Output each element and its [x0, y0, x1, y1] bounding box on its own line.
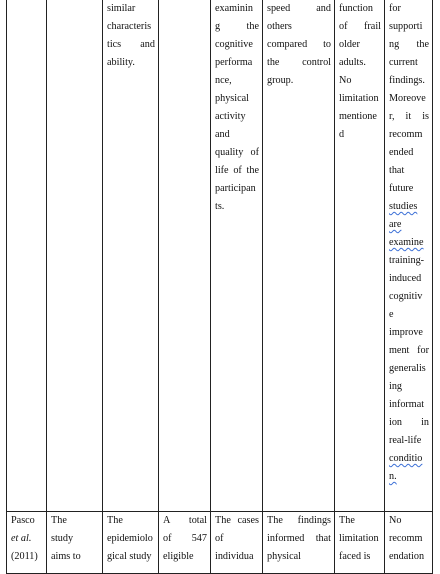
cell-line: informat: [389, 399, 425, 410]
cell-line: r, it is: [389, 111, 429, 122]
cell-limitations: [335, 512, 385, 574]
literature-review-table: [6, 0, 433, 574]
cell-line: findings.: [389, 75, 425, 86]
cell-line: ing: [389, 381, 403, 392]
cell-line: the control: [267, 57, 331, 68]
cell-line: activity: [215, 111, 246, 122]
cell-line: examine: [389, 237, 424, 248]
cell-line: ment for: [389, 345, 429, 356]
cell-line: induced: [389, 273, 422, 284]
cell-line: recomm: [389, 533, 423, 544]
cell-line: future: [389, 183, 414, 194]
cell-line: A total: [163, 515, 207, 526]
cell-line: endation: [389, 551, 425, 562]
cell-line: ion in: [389, 417, 429, 428]
cell-line: of 547: [163, 533, 207, 544]
cell-line: ability.: [107, 57, 135, 68]
cell-line: cognitive: [215, 39, 253, 50]
cell-line: The: [339, 515, 355, 526]
cell-author: [7, 0, 47, 512]
cell-line: physical: [267, 551, 301, 562]
cell-line: of frail: [339, 21, 381, 32]
cell-line: that: [389, 165, 405, 176]
cell-line: and: [215, 129, 230, 140]
cell-line: are: [389, 219, 402, 230]
cell-line: studies: [389, 201, 418, 212]
cell-line: training-: [389, 255, 425, 266]
cell-line: conditio: [389, 453, 423, 464]
cell-line: tics and: [107, 39, 155, 50]
cell-line: limitation: [339, 533, 379, 544]
cell-line: eligible: [163, 551, 194, 562]
author-etal: et al.: [11, 533, 32, 544]
cell-line: Moreove: [389, 93, 426, 104]
cell-line: function: [339, 3, 373, 14]
cell-findings: [263, 512, 335, 574]
cell-line: characteris: [107, 21, 152, 32]
cell-line: physical: [215, 93, 249, 104]
cell-line: group.: [267, 75, 294, 86]
cell-data-collection: [211, 0, 263, 512]
cell-line: life of the: [215, 165, 259, 176]
author-year: (2011): [11, 551, 38, 562]
cell-methodology: [103, 0, 159, 512]
cell-line: The findings: [267, 515, 331, 526]
cell-recommendations: [385, 512, 433, 574]
cell-line: g the: [215, 21, 259, 32]
cell-line: nce,: [215, 75, 232, 86]
cell-line: older: [339, 39, 360, 50]
cell-sample: [159, 0, 211, 512]
cell-line: ts.: [215, 201, 225, 212]
table-row-continued: [7, 0, 433, 512]
cell-line: individua: [215, 551, 254, 562]
cell-line: ng the: [389, 39, 429, 50]
cell-line: current: [389, 57, 418, 68]
cell-line: No: [389, 515, 402, 526]
cell-line: similar: [107, 3, 136, 14]
cell-aim: [47, 0, 103, 512]
cell-findings: [263, 0, 335, 512]
table-row-pasco: [7, 512, 433, 574]
cell-line: cognitiv: [389, 291, 423, 302]
cell-line: improve: [389, 327, 423, 338]
cell-line: epidemiolo: [107, 533, 153, 544]
cell-data-collection: [211, 512, 263, 574]
cell-sample: [159, 512, 211, 574]
cell-line: faced is: [339, 551, 371, 562]
cell-line: supporti: [389, 21, 423, 32]
cell-line: generalis: [389, 363, 426, 374]
cell-line: real-life: [389, 435, 422, 446]
cell-recommendations: [385, 0, 433, 512]
cell-author: [7, 512, 47, 574]
cell-line: participan: [215, 183, 256, 194]
cell-line: examinin: [215, 3, 253, 14]
cell-line: study: [51, 533, 74, 544]
cell-line: No: [339, 75, 352, 86]
cell-line: e: [389, 309, 394, 320]
cell-line: The cases: [215, 515, 259, 526]
cell-line: of: [215, 533, 224, 544]
cell-line: compared to: [267, 39, 331, 50]
cell-limitations: [335, 0, 385, 512]
cell-line: gical study: [107, 551, 152, 562]
cell-aim: [47, 512, 103, 574]
author-name: Pasco: [11, 515, 35, 526]
cell-line: d: [339, 129, 345, 140]
cell-line: informed that: [267, 533, 331, 544]
cell-line: others: [267, 21, 292, 32]
cell-line: quality of: [215, 147, 259, 158]
cell-line: The: [51, 515, 67, 526]
cell-line: recomm: [389, 129, 423, 140]
cell-line: ended: [389, 147, 414, 158]
cell-methodology: [103, 512, 159, 574]
cell-line: for: [389, 3, 401, 14]
cell-line: adults.: [339, 57, 366, 68]
cell-line: aims to: [51, 551, 81, 562]
cell-line: n.: [389, 471, 397, 482]
cell-line: performa: [215, 57, 253, 68]
cell-line: The: [107, 515, 123, 526]
cell-line: mentione: [339, 111, 377, 122]
cell-line: speed and: [267, 3, 331, 14]
cell-line: limitation: [339, 93, 379, 104]
